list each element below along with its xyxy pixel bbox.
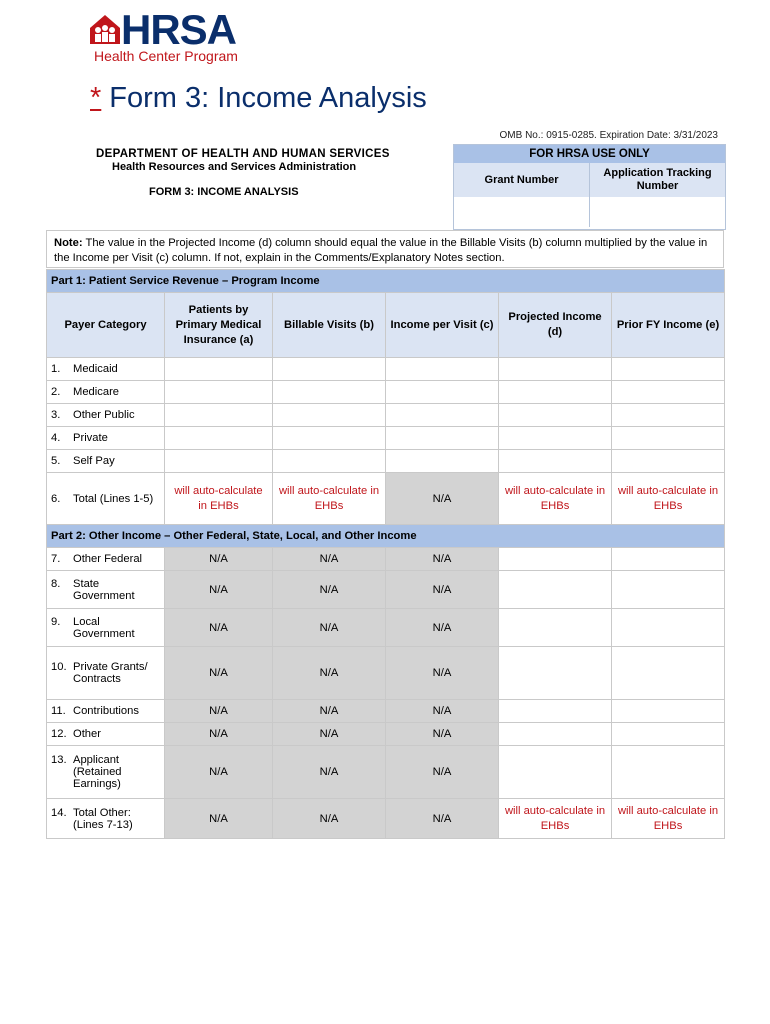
hrsa-use-title: FOR HRSA USE ONLY bbox=[454, 145, 725, 163]
input-cell-d[interactable] bbox=[499, 381, 612, 404]
input-cell-e[interactable] bbox=[612, 450, 725, 473]
total-a-auto: will auto-calculate in EHBs bbox=[165, 473, 273, 525]
input-cell-b[interactable] bbox=[273, 450, 386, 473]
input-cell-c[interactable] bbox=[386, 381, 499, 404]
table-row bbox=[47, 723, 725, 746]
logo-subtitle: Health Center Program bbox=[94, 48, 238, 64]
payer-cell bbox=[47, 450, 165, 473]
col-income-per-visit: Income per Visit (c) bbox=[386, 293, 499, 358]
note-text: The value in the Projected Income (d) column should equal the value in the Billable Visits (b) column multiplied by the value in the Income per Visit (c) column. If not, explain in the Comments/Explanatory Notes section. bbox=[54, 237, 708, 264]
table-row bbox=[47, 358, 725, 381]
na-cell-b: N/A bbox=[273, 723, 386, 746]
table-row bbox=[47, 609, 725, 647]
logo-brand: HRSA bbox=[121, 6, 237, 53]
category-cell bbox=[47, 571, 165, 609]
table-row bbox=[47, 381, 725, 404]
app-tracking-label: Application Tracking Number bbox=[603, 167, 712, 192]
total2-c-na: N/A bbox=[386, 799, 499, 839]
na-cell-c: N/A bbox=[386, 647, 499, 700]
na-cell-a: N/A bbox=[165, 609, 273, 647]
na-cell-b: N/A bbox=[273, 700, 386, 723]
total2-b-na: N/A bbox=[273, 799, 386, 839]
row-label: Medicaid bbox=[73, 363, 118, 375]
col-payer-category: Payer Category bbox=[47, 293, 165, 358]
row-label: Local Government bbox=[73, 615, 135, 640]
category-cell bbox=[47, 548, 165, 571]
total-e-auto: will auto-calculate in EHBs bbox=[612, 473, 725, 525]
category-cell bbox=[47, 647, 165, 700]
input-cell-c[interactable] bbox=[386, 404, 499, 427]
total-c-na: N/A bbox=[386, 473, 499, 525]
table-row-total-7-13 bbox=[47, 799, 725, 839]
input-cell-e[interactable] bbox=[612, 700, 725, 723]
input-cell-d[interactable] bbox=[499, 404, 612, 427]
input-cell-a[interactable] bbox=[165, 358, 273, 381]
input-cell-e[interactable] bbox=[612, 647, 725, 700]
row-label: Other Public bbox=[73, 409, 135, 421]
na-cell-a: N/A bbox=[165, 571, 273, 609]
input-cell-d[interactable] bbox=[499, 700, 612, 723]
hrsa-family-icon bbox=[88, 12, 122, 46]
row-num: 10. bbox=[51, 661, 67, 673]
row-label: Private Grants/ Contracts bbox=[73, 661, 148, 685]
row-label: Total Other: (Lines 7-13) bbox=[73, 806, 133, 831]
input-cell-d[interactable] bbox=[499, 427, 612, 450]
department-name: DEPARTMENT OF HEALTH AND HUMAN SERVICES bbox=[96, 148, 390, 160]
input-cell-e[interactable] bbox=[612, 404, 725, 427]
row-label: Private bbox=[73, 432, 108, 444]
row-label: State Government bbox=[73, 577, 135, 602]
category-cell bbox=[47, 700, 165, 723]
input-cell-e[interactable] bbox=[612, 746, 725, 799]
input-cell-b[interactable] bbox=[273, 358, 386, 381]
col-patients: Patients by Primary Medical Insurance (a) bbox=[165, 293, 273, 358]
input-cell-e[interactable] bbox=[612, 427, 725, 450]
payer-cell bbox=[47, 358, 165, 381]
total2-d-auto: will auto-calculate in EHBs bbox=[499, 799, 612, 839]
form-header bbox=[46, 144, 724, 228]
na-cell-c: N/A bbox=[386, 571, 499, 609]
row-label: Applicant (Retained Earnings) bbox=[73, 754, 122, 790]
na-cell-a: N/A bbox=[165, 746, 273, 799]
payer-cell bbox=[47, 381, 165, 404]
payer-cell bbox=[47, 404, 165, 427]
input-cell-a[interactable] bbox=[165, 381, 273, 404]
table-row bbox=[47, 746, 725, 799]
input-cell-a[interactable] bbox=[165, 450, 273, 473]
input-cell-c[interactable] bbox=[386, 427, 499, 450]
hrsa-use-box bbox=[453, 144, 726, 230]
input-cell-e[interactable] bbox=[612, 358, 725, 381]
category-cell bbox=[47, 746, 165, 799]
input-cell-e[interactable] bbox=[612, 723, 725, 746]
row-num: 6. bbox=[51, 492, 61, 505]
row-num: 8. bbox=[51, 577, 61, 590]
grant-number-label: Grant Number bbox=[454, 163, 590, 197]
na-cell-c: N/A bbox=[386, 548, 499, 571]
input-cell-e[interactable] bbox=[612, 381, 725, 404]
input-cell-c[interactable] bbox=[386, 450, 499, 473]
input-cell-d[interactable] bbox=[499, 548, 612, 571]
row-num: 3. bbox=[51, 409, 61, 421]
category-cell bbox=[47, 723, 165, 746]
input-cell-e[interactable] bbox=[612, 548, 725, 571]
input-cell-c[interactable] bbox=[386, 358, 499, 381]
row-label: Self Pay bbox=[73, 455, 115, 467]
app-tracking-field bbox=[590, 197, 725, 227]
row-label: Other Federal bbox=[73, 553, 143, 565]
na-cell-b: N/A bbox=[273, 647, 386, 700]
row-num: 13. bbox=[51, 754, 67, 766]
table-row bbox=[47, 450, 725, 473]
na-cell-b: N/A bbox=[273, 609, 386, 647]
na-cell-b: N/A bbox=[273, 746, 386, 799]
note-label: Note: bbox=[54, 237, 83, 249]
form-header-left bbox=[46, 144, 451, 228]
part2-title: Part 2: Other Income – Other Federal, State, Local, and Other Income bbox=[47, 525, 725, 548]
col-prior-fy-income: Prior FY Income (e) bbox=[612, 293, 725, 358]
na-cell-a: N/A bbox=[165, 723, 273, 746]
input-cell-b[interactable] bbox=[273, 404, 386, 427]
form-name: FORM 3: INCOME ANALYSIS bbox=[149, 186, 299, 198]
na-cell-a: N/A bbox=[165, 647, 273, 700]
input-cell-d[interactable] bbox=[499, 647, 612, 700]
income-table bbox=[46, 269, 725, 839]
table-row bbox=[47, 647, 725, 700]
na-cell-a: N/A bbox=[165, 548, 273, 571]
row-num: 2. bbox=[51, 386, 61, 398]
payer-cell bbox=[47, 427, 165, 450]
input-cell-b[interactable] bbox=[273, 427, 386, 450]
row-label: Other bbox=[73, 728, 101, 740]
table-row bbox=[47, 548, 725, 571]
row-num: 9. bbox=[51, 615, 61, 628]
row-label: Total (Lines 1-5) bbox=[73, 492, 154, 505]
table-row bbox=[47, 427, 725, 450]
input-cell-d[interactable] bbox=[499, 358, 612, 381]
total-d-auto: will auto-calculate in EHBs bbox=[499, 473, 612, 525]
table-row bbox=[47, 700, 725, 723]
na-cell-c: N/A bbox=[386, 746, 499, 799]
grant-number-field bbox=[454, 197, 590, 227]
na-cell-c: N/A bbox=[386, 723, 499, 746]
na-cell-b: N/A bbox=[273, 548, 386, 571]
input-cell-b[interactable] bbox=[273, 381, 386, 404]
row-num: 1. bbox=[51, 363, 61, 375]
total2-a-na: N/A bbox=[165, 799, 273, 839]
table-row bbox=[47, 404, 725, 427]
input-cell-a[interactable] bbox=[165, 427, 273, 450]
page-title bbox=[90, 82, 427, 115]
table-row-total-1-5 bbox=[47, 473, 725, 525]
row-num: 11. bbox=[51, 705, 66, 717]
na-cell-c: N/A bbox=[386, 609, 499, 647]
required-marker: * bbox=[90, 82, 102, 114]
col-billable-visits: Billable Visits (b) bbox=[273, 293, 386, 358]
input-cell-a[interactable] bbox=[165, 404, 273, 427]
row-num: 14. bbox=[51, 806, 67, 819]
page-title-text: Form 3: Income Analysis bbox=[109, 82, 427, 114]
input-cell-e[interactable] bbox=[612, 571, 725, 609]
category-cell bbox=[47, 609, 165, 647]
table-row bbox=[47, 571, 725, 609]
row-num: 12. bbox=[51, 728, 67, 740]
input-cell-d[interactable] bbox=[499, 609, 612, 647]
input-cell-d[interactable] bbox=[499, 450, 612, 473]
na-cell-a: N/A bbox=[165, 700, 273, 723]
row-num: 4. bbox=[51, 432, 61, 444]
input-cell-e[interactable] bbox=[612, 609, 725, 647]
omb-info: OMB No.: 0915-0285. Expiration Date: 3/31/2023 bbox=[499, 130, 718, 141]
row-num: 5. bbox=[51, 455, 61, 467]
col-projected-income: Projected Income (d) bbox=[499, 293, 612, 358]
input-cell-d[interactable] bbox=[499, 571, 612, 609]
input-cell-d[interactable] bbox=[499, 746, 612, 799]
na-cell-c: N/A bbox=[386, 700, 499, 723]
note-box bbox=[46, 230, 724, 268]
part1-title: Part 1: Patient Service Revenue – Program Income bbox=[47, 270, 725, 293]
row-label: Medicare bbox=[73, 386, 120, 398]
row-label: Contributions bbox=[73, 705, 139, 717]
total2-e-auto: will auto-calculate in EHBs bbox=[612, 799, 725, 839]
row-num: 7. bbox=[51, 553, 61, 565]
agency-name: Health Resources and Services Administration bbox=[112, 161, 357, 173]
na-cell-b: N/A bbox=[273, 571, 386, 609]
input-cell-d[interactable] bbox=[499, 723, 612, 746]
total-b-auto: will auto-calculate in EHBs bbox=[273, 473, 386, 525]
hrsa-logo bbox=[88, 6, 288, 66]
